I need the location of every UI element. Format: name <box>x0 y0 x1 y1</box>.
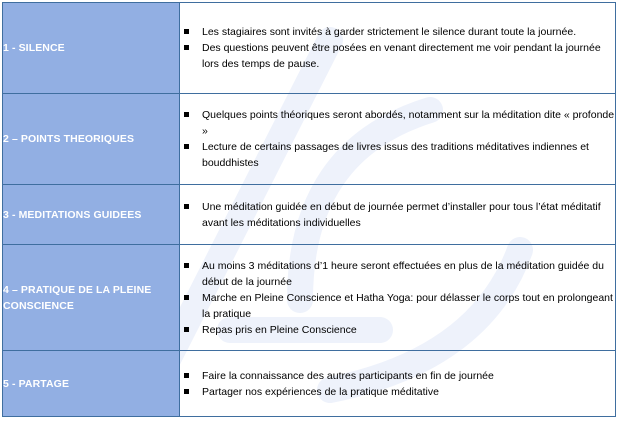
bullet-list <box>180 107 615 171</box>
bullet-list <box>180 258 615 338</box>
list-item: Une méditation guidée en début de journée permet d’installer pour tous l’état méditatif avant les méditations individuelles <box>180 199 615 231</box>
section-content <box>180 245 616 351</box>
table-row <box>3 94 616 185</box>
section-content <box>180 94 616 185</box>
section-label: 4 – PRATIQUE DE LA PLEINE CONSCIENCE <box>3 245 180 351</box>
section-content <box>180 3 616 94</box>
section-content <box>180 185 616 245</box>
section-label: 1 - SILENCE <box>3 3 180 94</box>
section-label: 2 – POINTS THEORIQUES <box>3 94 180 185</box>
list-item: Les stagiaires sont invités à garder strictement le silence durant toute la journée. <box>180 24 615 40</box>
section-label: 3 - MEDITATIONS GUIDEES <box>3 185 180 245</box>
bullet-list <box>180 368 615 400</box>
table-row <box>3 3 616 94</box>
table-row <box>3 245 616 351</box>
section-label: 5 - PARTAGE <box>3 351 180 417</box>
bullet-list <box>180 199 615 231</box>
list-item: Faire la connaissance des autres participants en fin de journée <box>180 368 615 384</box>
list-item: Repas pris en Pleine Conscience <box>180 322 615 338</box>
program-table <box>2 2 616 417</box>
bullet-list <box>180 24 615 72</box>
list-item: Lecture de certains passages de livres issus des traditions méditatives indiennes et bouddhistes <box>180 139 615 171</box>
list-item: Marche en Pleine Conscience et Hatha Yoga: pour délasser le corps tout en prolongeant la pratique <box>180 290 615 322</box>
list-item: Des questions peuvent être posées en venant directement me voir pendant la journée lors des temps de pause. <box>180 40 615 72</box>
list-item: Quelques points théoriques seront abordés, notamment sur la méditation dite « profonde » <box>180 107 615 139</box>
section-content <box>180 351 616 417</box>
table-row <box>3 185 616 245</box>
list-item: Au moins 3 méditations d’1 heure seront effectuées en plus de la méditation guidée du début de la journée <box>180 258 615 290</box>
table-row <box>3 351 616 417</box>
list-item: Partager nos expériences de la pratique méditative <box>180 384 615 400</box>
